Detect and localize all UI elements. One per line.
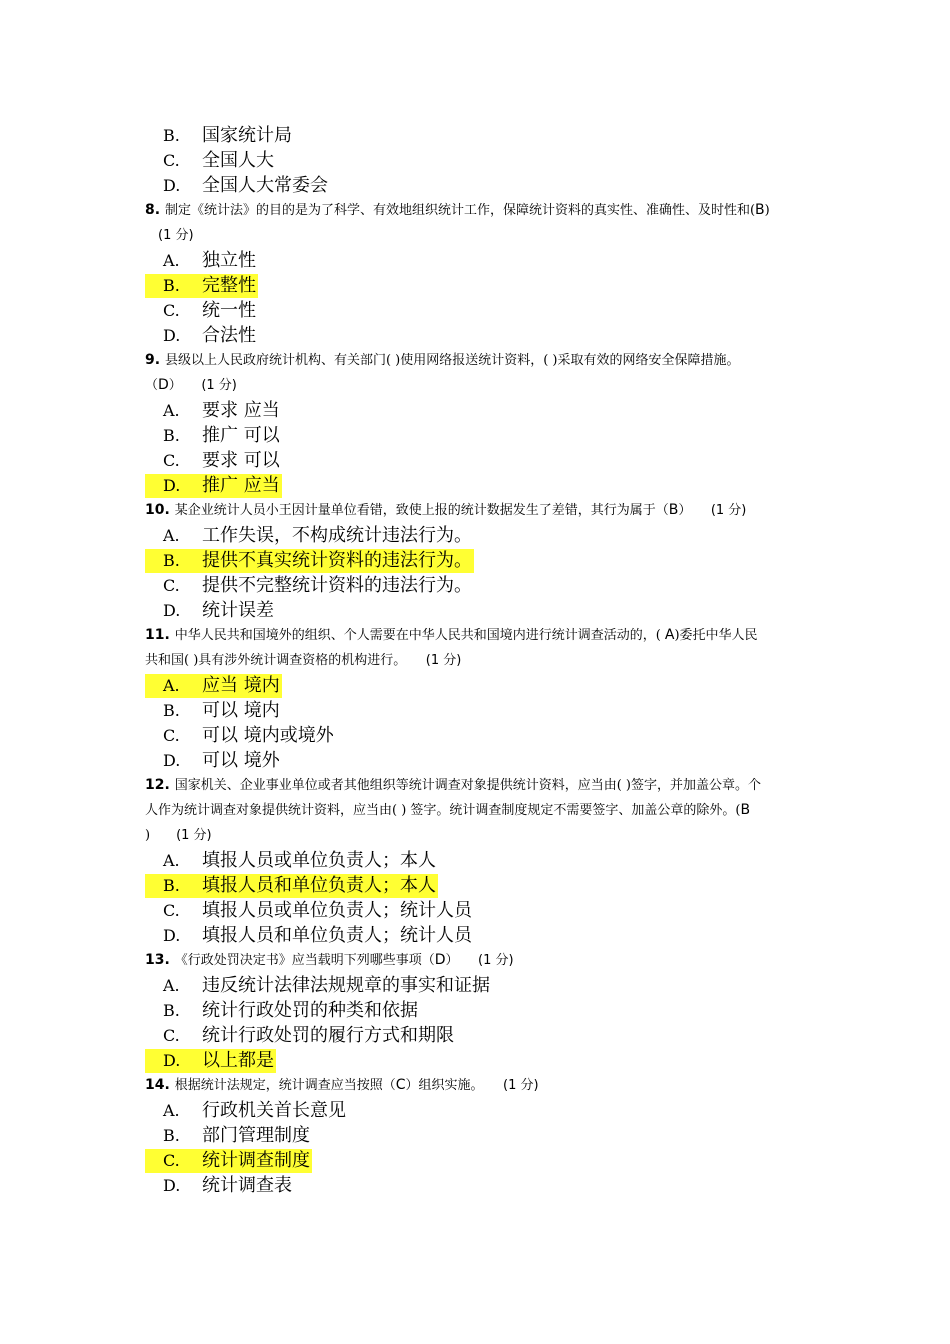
- question-10: [145, 498, 815, 523]
- question-text: 某企业统计人员小王因计量单位看错，致使上报的统计数据发生了差错，其行为属于（: [174, 503, 669, 518]
- question-8-option-3: [145, 324, 256, 348]
- question-text: 国家机关、企业事业单位或者其他组织等统计调查对象提供统计资料，应当由( )签字，并加盖公章。个: [174, 778, 761, 793]
- question-text: ): [145, 828, 177, 843]
- option-text: 填报人员和单位负责人；统计人员: [202, 925, 472, 946]
- question-number: 13.: [145, 952, 175, 968]
- option-letter: A.: [163, 401, 180, 420]
- question-text: 根据统计法规定，统计调查应当按照（: [174, 1078, 396, 1093]
- question-11-option-0: [145, 674, 282, 698]
- option-letter: C.: [163, 1026, 180, 1045]
- question-13-option-1: [145, 999, 418, 1023]
- option-text: 可以 境内或境外: [202, 725, 334, 746]
- question-text: ）组织实施。: [405, 1078, 503, 1093]
- question-11-option-2: [145, 724, 334, 748]
- option-text: 可以 境内: [202, 700, 280, 721]
- score-label: (1 分): [145, 228, 194, 243]
- question-10-option-2: [145, 574, 472, 598]
- question-14-option-0: [145, 1099, 346, 1123]
- option-letter: D.: [163, 751, 181, 770]
- option-text: 统计误差: [202, 600, 274, 621]
- option-text: 要求 应当: [202, 400, 280, 421]
- option-text: 推广 应当: [202, 475, 280, 496]
- option-letter: B.: [163, 1126, 180, 1145]
- option-text: 全国人大常委会: [202, 175, 328, 196]
- option-text: 统计调查制度: [202, 1150, 310, 1171]
- question-11: [145, 623, 815, 673]
- answer-letter: B: [740, 802, 751, 818]
- question-line: [145, 498, 815, 523]
- question-line: [145, 348, 815, 373]
- option-letter: C.: [163, 151, 180, 170]
- score-label: (1 分): [710, 503, 747, 518]
- score-label: (1 分): [176, 828, 212, 843]
- answer-letter: B: [755, 202, 765, 218]
- question-number: 14.: [145, 1077, 175, 1093]
- option-letter: D.: [163, 601, 181, 620]
- option-text: 合法性: [202, 325, 256, 346]
- option-letter: C.: [163, 901, 180, 920]
- question-line: [145, 373, 815, 398]
- question-text: 中华人民共和国境外的组织、个人需要在中华人民共和国境内进行统计调查活动的，(: [174, 628, 665, 643]
- option-letter: D.: [163, 476, 181, 495]
- option-text: 违反统计法律法规规章的事实和证据: [202, 975, 490, 996]
- option-letter: B.: [163, 551, 180, 570]
- option-text: 部门管理制度: [202, 1125, 310, 1146]
- option-text: 提供不完整统计资料的违法行为。: [202, 575, 472, 596]
- option-letter: D.: [163, 326, 181, 345]
- question-12-option-2: [145, 899, 472, 923]
- question-10-option-0: [145, 524, 472, 548]
- question-line: [145, 1073, 815, 1098]
- option-letter: C.: [163, 576, 180, 595]
- question-11-option-1: [145, 699, 280, 723]
- answer-letter: D: [158, 377, 169, 393]
- question-9-option-3: [145, 474, 282, 498]
- option-text: 统一性: [202, 300, 256, 321]
- option-letter: B.: [163, 701, 180, 720]
- question-13-option-3: [145, 1049, 276, 1073]
- question-8-option-2: [145, 299, 256, 323]
- option-text: 填报人员或单位负责人；统计人员: [202, 900, 472, 921]
- question-13: [145, 948, 815, 973]
- question-9: [145, 348, 815, 398]
- question-11-option-3: [145, 749, 280, 773]
- score-label: (1 分): [478, 953, 514, 968]
- question-14-option-2: [145, 1149, 312, 1173]
- question-8-option-0: [145, 249, 256, 273]
- question-9-option-1: [145, 424, 280, 448]
- option-text: 全国人大: [202, 150, 274, 171]
- question-8-option-1: [145, 274, 258, 298]
- question-line: [145, 798, 815, 823]
- option-letter: A.: [163, 676, 180, 695]
- question-number: 11.: [145, 627, 175, 643]
- question-9-option-0: [145, 399, 280, 423]
- question-8: [145, 198, 815, 248]
- option-text: 应当 境内: [202, 675, 280, 696]
- answer-letter: C: [395, 1077, 406, 1093]
- question-line: [145, 773, 815, 798]
- question-14-option-3: [145, 1174, 292, 1198]
- question-line: [145, 198, 815, 223]
- question-12-option-3: [145, 924, 472, 948]
- score-label: (1 分): [503, 1078, 539, 1093]
- option-letter: D.: [163, 1176, 181, 1195]
- question-13-option-2: [145, 1024, 454, 1048]
- option-text: 提供不真实统计资料的违法行为。: [202, 550, 472, 571]
- question-9-option-2: [145, 449, 280, 473]
- score-label: (1 分): [425, 653, 462, 668]
- question-14-option-1: [145, 1124, 310, 1148]
- option-letter: A.: [163, 976, 180, 995]
- question-number: 8.: [145, 202, 165, 218]
- option-letter: C.: [163, 301, 180, 320]
- option-text: 填报人员或单位负责人；本人: [202, 850, 436, 871]
- question-text: ）: [168, 378, 202, 393]
- question-12: [145, 773, 815, 848]
- question-13-option-0: [145, 974, 490, 998]
- option-letter: B.: [163, 126, 180, 145]
- option-text: 独立性: [202, 250, 256, 271]
- question-text: 共和国( )具有涉外统计调查资格的机构进行。: [145, 653, 426, 668]
- option-text: 推广 可以: [202, 425, 280, 446]
- question-line: [145, 623, 815, 648]
- question-number: 12.: [145, 777, 175, 793]
- question-12-option-1: [145, 874, 438, 898]
- option-letter: C.: [163, 451, 180, 470]
- question-text: ）: [445, 953, 478, 968]
- answer-letter: D: [434, 952, 446, 968]
- question-line: [145, 823, 815, 848]
- option-letter: B.: [163, 876, 180, 895]
- option-letter: B.: [163, 426, 180, 445]
- question-text: （: [145, 378, 159, 393]
- option-letter: A.: [163, 851, 180, 870]
- question-text: 县级以上人民政府统计机构、有关部门( )使用网络报送统计资料，( )采取有效的网络安全保障措施。: [164, 353, 740, 368]
- question-text: 制定《统计法》的目的是为了科学、有效地组织统计工作，保障统计资料的真实性、准确性、及时性和(: [164, 203, 756, 218]
- option-text: 统计行政处罚的履行方式和期限: [202, 1025, 454, 1046]
- option-letter: B.: [163, 276, 180, 295]
- option-letter: C.: [163, 726, 180, 745]
- prev-option-1: [145, 149, 274, 173]
- question-14: [145, 1073, 815, 1098]
- option-text: 可以 境外: [202, 750, 280, 771]
- option-letter: A.: [163, 1101, 180, 1120]
- option-letter: A.: [163, 251, 180, 270]
- question-text: 《行政处罚决定书》应当载明下列哪些事项（: [174, 953, 435, 968]
- question-10-option-3: [145, 599, 274, 623]
- question-number: 9.: [145, 352, 165, 368]
- option-letter: C.: [163, 1151, 180, 1170]
- answer-letter: A: [664, 627, 675, 643]
- question-text: 人作为统计调查对象提供统计资料，应当由( ) 签字。统计调查制度规定不需要签字、加盖公章的除外。(: [145, 803, 741, 818]
- question-line: [145, 948, 815, 973]
- option-letter: D.: [163, 176, 181, 195]
- option-text: 统计行政处罚的种类和依据: [202, 1000, 418, 1021]
- question-line: [145, 223, 815, 248]
- question-text: )委托中华人民: [674, 628, 758, 643]
- prev-option-2: [145, 174, 328, 198]
- prev-option-0: [145, 124, 292, 148]
- option-letter: A.: [163, 526, 180, 545]
- answer-letter: B: [668, 502, 679, 518]
- option-text: 以上都是: [202, 1050, 274, 1071]
- question-text: ): [764, 203, 770, 218]
- option-letter: D.: [163, 1051, 181, 1070]
- option-text: 填报人员和单位负责人；本人: [202, 875, 436, 896]
- question-number: 10.: [145, 502, 175, 518]
- option-text: 完整性: [202, 275, 256, 296]
- option-text: 统计调查表: [202, 1175, 292, 1196]
- question-text: ）: [678, 503, 711, 518]
- option-letter: D.: [163, 926, 181, 945]
- option-text: 工作失误，不构成统计违法行为。: [202, 525, 472, 546]
- question-10-option-1: [145, 549, 474, 573]
- option-letter: B.: [163, 1001, 180, 1020]
- option-text: 行政机关首长意见: [202, 1100, 346, 1121]
- option-text: 国家统计局: [202, 125, 292, 146]
- question-12-option-0: [145, 849, 436, 873]
- score-label: (1 分): [201, 378, 237, 393]
- option-text: 要求 可以: [202, 450, 280, 471]
- question-line: [145, 648, 815, 673]
